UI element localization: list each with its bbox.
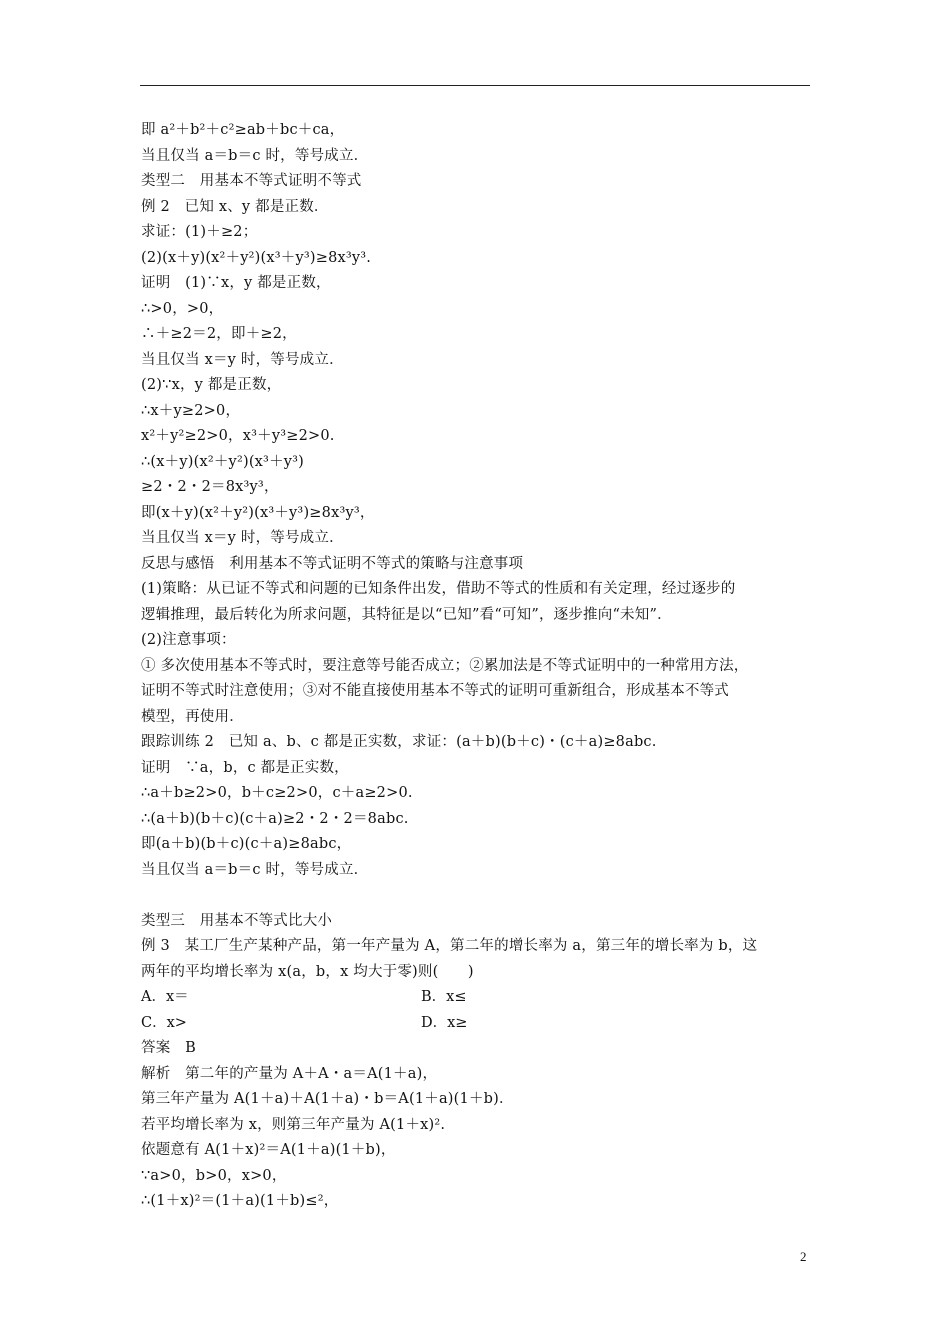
text-line: ∴>0，>0， xyxy=(141,300,224,317)
text-line: 即 a²＋b²＋c²≥ab＋bc＋ca， xyxy=(141,122,345,138)
text-line: ∴(a＋b)(b＋c)(c＋a)≥2・2・2＝8abc. xyxy=(141,810,409,827)
text-line: 即(x＋y)(x²＋y²)(x³＋y³)≥8x³y³， xyxy=(141,504,375,521)
example-heading: 例 3 某工厂生产某种产品，第一年产量为 A，第二年的增长率为 a，第三年的增长率为 b，这 xyxy=(141,938,758,954)
text-line: (2)∵x，y 都是正数， xyxy=(141,377,282,393)
section-heading: 类型二 用基本不等式证明不等式 xyxy=(141,173,362,189)
text-line: (2)(x＋y)(x²＋y²)(x³＋y³)≥8x³y³. xyxy=(141,249,372,266)
answer-line: 答案 B xyxy=(141,1040,196,1056)
text-line: ∴(x＋y)(x²＋y²)(x³＋y³) xyxy=(141,453,305,470)
header-rule xyxy=(140,85,810,86)
text-line: 依题意有 A(1＋x)²＝A(1＋a)(1＋b)， xyxy=(141,1142,396,1158)
text-line: 两年的平均增长率为 x(a，b，x 均大于零)则( ) xyxy=(141,963,474,980)
reflection-heading: 反思与感悟 利用基本不等式证明不等式的策略与注意事项 xyxy=(141,555,524,572)
page-number: 2 xyxy=(800,1249,807,1264)
document-body xyxy=(141,118,813,1215)
text-line: (1)策略：从已证不等式和问题的已知条件出发，借助不等式的性质和有关定理，经过逐步的 xyxy=(141,581,736,597)
text-line: (2)注意事项： xyxy=(141,632,236,648)
text-line: 当且仅当 x＝y 时，等号成立． xyxy=(141,351,344,368)
exercise-heading: 跟踪训练 2 已知 a、b、c 都是正实数，求证：(a＋b)(b＋c)・(c＋a)≥8abc. xyxy=(141,734,657,750)
option-b: B．x≤ xyxy=(421,989,467,1005)
text-line: 解析 第二年的产量为 A＋A・a＝A(1＋a)， xyxy=(141,1065,438,1082)
text-line: 证明不等式时注意使用；③对不能直接使用基本不等式的证明可重新组合，形成基本不等式 xyxy=(141,683,729,699)
option-a: A．x＝ xyxy=(141,989,189,1005)
text-line: ∴(1＋x)²＝(1＋a)(1＋b)≤²， xyxy=(141,1193,339,1209)
option-row xyxy=(141,1011,813,1037)
text-line: 即(a＋b)(b＋c)(c＋a)≥8abc， xyxy=(141,836,352,852)
option-c: C．x> xyxy=(141,1014,187,1031)
text-line: ∵a>0，b>0，x>0， xyxy=(141,1167,287,1184)
example-heading: 例 2 已知 x、y 都是正数． xyxy=(141,198,329,215)
text-line: 证明 ∵a，b，c 都是正实数， xyxy=(141,759,349,776)
text-line: 当且仅当 a＝b＝c 时，等号成立． xyxy=(141,861,369,878)
text-line: 当且仅当 x＝y 时，等号成立． xyxy=(141,530,344,546)
text-line: 逻辑推理，最后转化为所求问题，其特征是以“已知”看“可知”，逐步推向“未知”． xyxy=(141,606,672,623)
text-line: 第三年产量为 A(1＋a)＋A(1＋a)・b＝A(1＋a)(1＋b)． xyxy=(141,1091,514,1107)
text-line: ∴＋≥2＝2，即＋≥2， xyxy=(141,326,297,342)
text-line: ∴x＋y≥2>0， xyxy=(141,402,241,419)
text-line: ① 多次使用基本不等式时，要注意等号能否成立；②累加法是不等式证明中的一种常用方法， xyxy=(141,657,749,674)
option-d: D．x≥ xyxy=(421,1014,468,1031)
paragraph-gap xyxy=(141,883,813,909)
option-row xyxy=(141,985,813,1011)
text-line: 当且仅当 a＝b＝c 时，等号成立． xyxy=(141,147,369,164)
text-line: ≥2・2・2＝8x³y³， xyxy=(141,479,279,495)
text-line: 证明 (1)∵x，y 都是正数， xyxy=(141,275,331,291)
text-line: 若平均增长率为 x，则第三年产量为 A(1＋x)². xyxy=(141,1116,446,1133)
text-line: 模型，再使用． xyxy=(141,708,244,725)
section-heading: 类型三 用基本不等式比大小 xyxy=(141,912,333,929)
text-line: ∴a＋b≥2>0，b＋c≥2>0，c＋a≥2>0. xyxy=(141,785,413,801)
text-line: x²＋y²≥2>0，x³＋y³≥2>0. xyxy=(141,428,335,444)
text-line: 求证：(1)＋≥2； xyxy=(141,224,258,240)
